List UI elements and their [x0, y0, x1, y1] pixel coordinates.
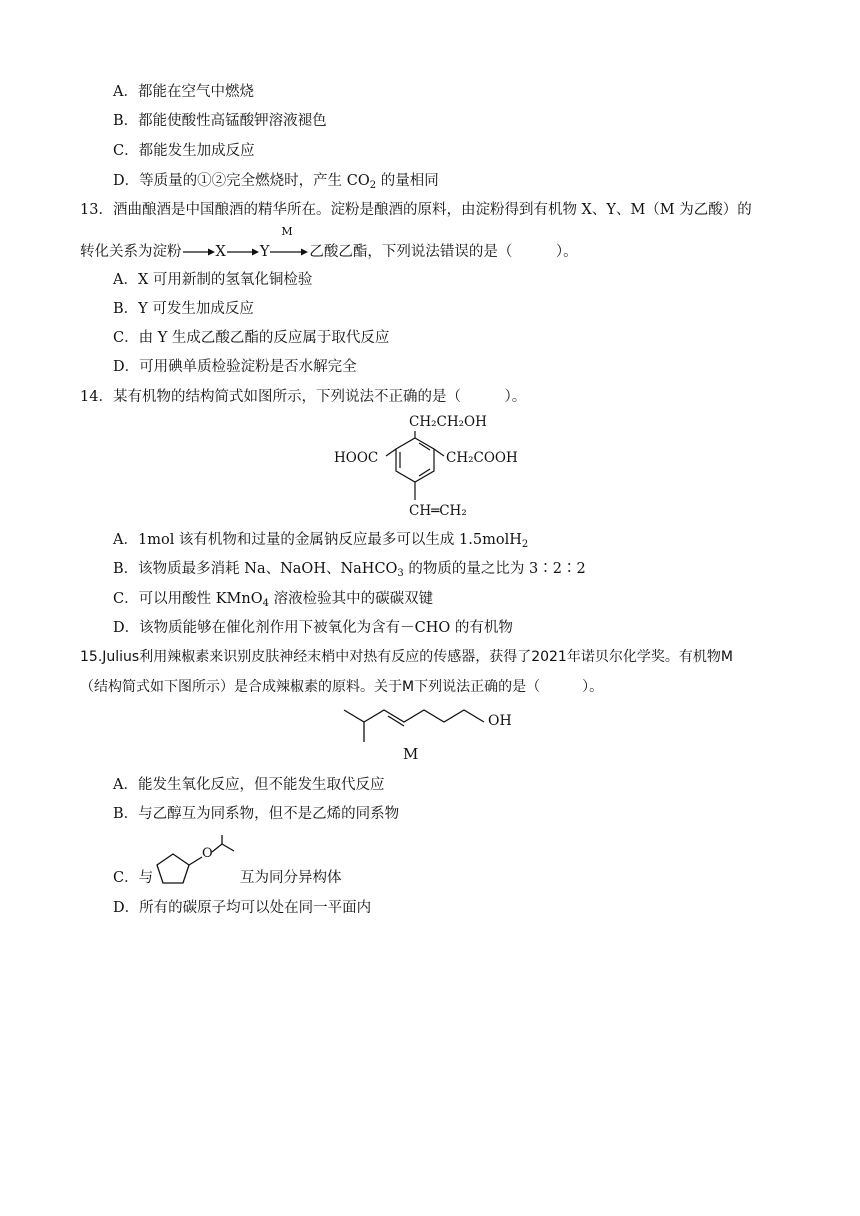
q14-option-d: D．该物质能够在催化剂作用下被氧化为含有－CHO 的有机物: [113, 620, 513, 636]
q14-stem: 14．某有机物的结构简式如图所示，下列说法不正确的是（ ）。: [80, 389, 527, 405]
arrow-icon: [182, 247, 216, 257]
arrow-icon: [269, 247, 309, 257]
q15-option-c-tail: 互为同分异构体: [240, 870, 342, 886]
q13-option-d: D．可用碘单质检验淀粉是否水解完全: [113, 359, 357, 375]
q13-option-b: B．Y 可发生加成反应: [113, 301, 254, 317]
compound-label-m: M: [403, 745, 419, 763]
q15-option-c: C．与: [113, 870, 154, 886]
q15-structure-m: [340, 700, 530, 770]
q14-option-b: B．该物质最多消耗 Na、NaOH、NaHCO$_3$ 的物质的量之比为 3∶2∶2: [113, 561, 586, 579]
labeled-arrow: [269, 225, 309, 264]
q12-option-d: D．等质量的①②完全燃烧时，产生 $CO_2$ 的量相同: [113, 173, 439, 191]
q12-option-b: B．都能使酸性高锰酸钾溶液褪色: [113, 113, 327, 129]
q13-option-c: C．由 Y 生成乙酸乙酯的反应属于取代反应: [113, 330, 390, 346]
isopropyl-cyclopentyl-ether-structure: [152, 832, 242, 888]
q15-option-d: D．所有的碳原子均可以处在同一平面内: [113, 900, 372, 916]
substituent-left: HOOC: [334, 450, 379, 466]
q13-stem-line2: 转化关系为淀粉 X Y M 乙酸乙酯，下列说法错误的是（ ）。: [80, 240, 578, 264]
arrow-icon: [226, 247, 260, 257]
q14-option-c: C．可以用酸性 KMnO$_4$ 溶液检验其中的碳碳双键: [113, 591, 434, 609]
ether-oxygen-label: O: [202, 846, 213, 861]
q12-option-c: C．都能发生加成反应: [113, 143, 255, 159]
q15-option-a: A．能发生氧化反应，但不能发生取代反应: [113, 777, 385, 793]
cyclopentyl-ether-icon: [152, 832, 242, 888]
skeletal-formula-m: [340, 700, 530, 770]
hydroxyl-label: OH: [488, 713, 512, 729]
arrow-label-m: M: [281, 225, 293, 238]
q13-stem-line1: 13．酒曲酿酒是中国酿酒的精华所在。淀粉是酿酒的原料，由淀粉得到有机物 X、Y、M（M 为乙酸）的: [80, 202, 752, 218]
substituent-right: CH₂COOH: [446, 450, 518, 466]
q15-stem-line2: （结构简式如下图所示）是合成辣椒素的原料。关于M下列说法正确的是（ ）。: [80, 679, 604, 695]
q14-structure-diagram: [330, 412, 540, 522]
q12-option-a: A．都能在空气中燃烧: [113, 84, 254, 100]
q13-option-a: A．X 可用新制的氢氧化铜检验: [113, 272, 313, 288]
substituent-bottom: CH═CH₂: [409, 503, 467, 519]
q14-option-a: A．1mol 该有机物和过量的金属钠反应最多可以生成 1.5molH$_2$: [113, 532, 529, 550]
substituent-top: CH₂CH₂OH: [409, 414, 487, 430]
q15-stem-line1: 15.Julius利用辣椒素来识别皮肤神经末梢中对热有反应的传感器，获得了2021年诺贝尔化学奖。有机物M: [80, 649, 733, 665]
q15-option-b: B．与乙醇互为同系物，但不是乙烯的同系物: [113, 806, 400, 822]
